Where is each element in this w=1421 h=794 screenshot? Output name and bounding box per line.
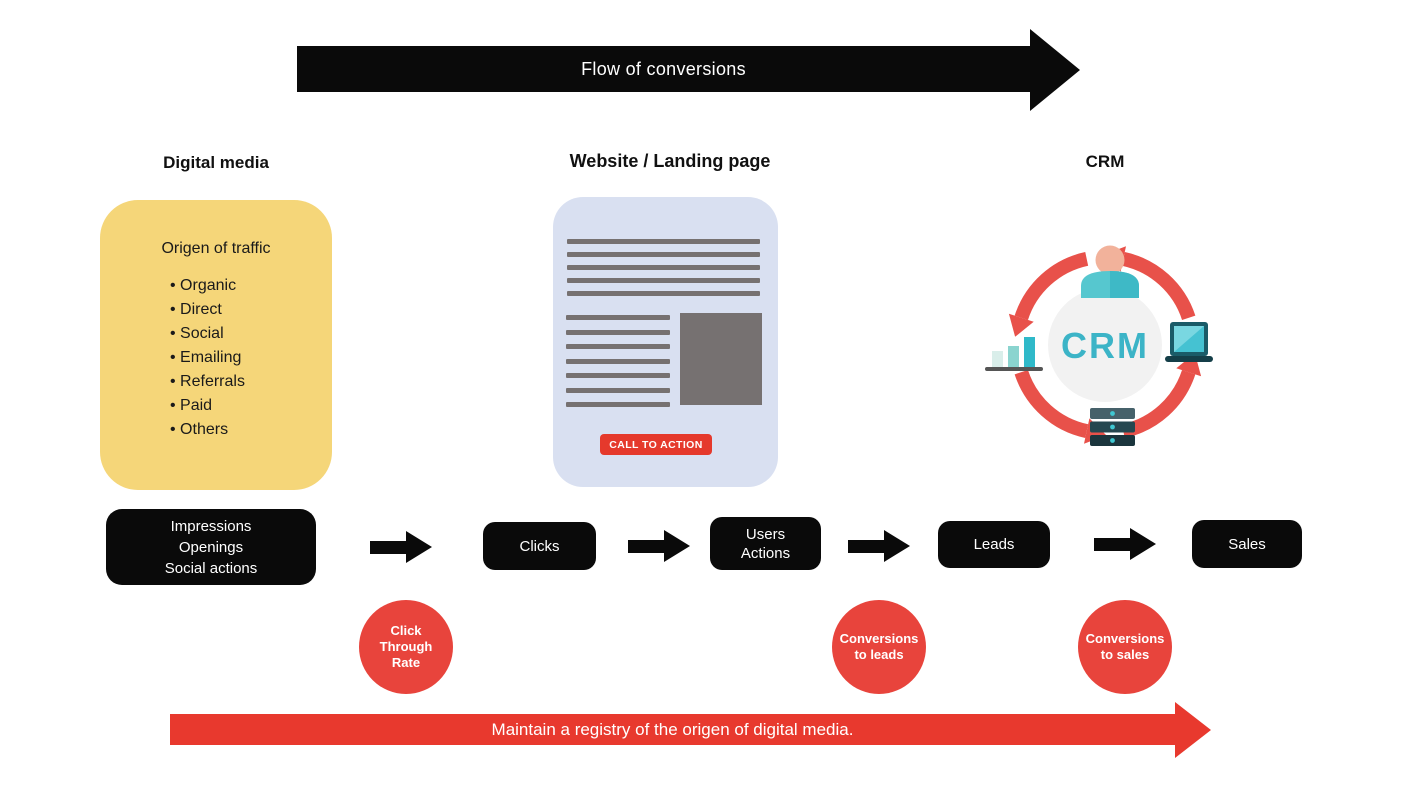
stage-users-actions-box [710, 517, 821, 570]
list-item: • Direct [170, 298, 332, 322]
origin-of-traffic-box [100, 200, 332, 490]
text-line-placeholder [566, 373, 670, 378]
flow-of-conversions-arrow [297, 46, 1030, 92]
stage-line: Leads [973, 536, 1015, 553]
stage-sales-box [1192, 520, 1302, 568]
right-arrow-icon [628, 530, 690, 563]
text-line-placeholder [566, 402, 670, 407]
stage-line: Sales [1228, 535, 1266, 553]
registry-arrow-head-icon [1175, 702, 1211, 758]
origin-traffic-list [100, 274, 332, 442]
stage-line: Clicks [519, 537, 560, 555]
conversions-to-sales-badge [1078, 600, 1172, 694]
metric-line: Click [390, 623, 422, 638]
stage-leads-box [938, 521, 1050, 568]
stage-line: Impressions [170, 517, 252, 535]
metric-line: to sales [1100, 647, 1150, 662]
text-line-placeholder [566, 315, 670, 320]
text-line-placeholder [567, 291, 760, 296]
metric-line: Through [379, 639, 433, 654]
bar-chart-icon [985, 337, 1043, 371]
text-line-placeholder [566, 388, 670, 393]
crm-center-label: CRM [1061, 325, 1149, 366]
image-placeholder [680, 313, 762, 405]
list-item: • Others [170, 418, 332, 442]
text-line-placeholder [567, 252, 760, 257]
flow-arrow-head-icon [1030, 29, 1080, 111]
cta-label: CALL TO ACTION [609, 438, 703, 451]
list-item: • Organic [170, 274, 332, 298]
text-line-placeholder [566, 330, 670, 335]
stage-clicks-box [483, 522, 596, 570]
website-landing-header: Website / Landing page [569, 151, 771, 171]
stage-line: Users [745, 525, 786, 543]
metric-line: Conversions [1085, 631, 1165, 646]
text-line-placeholder [566, 359, 670, 364]
crm-cycle-graphic [965, 225, 1245, 465]
text-line-placeholder [567, 278, 760, 283]
right-arrow-icon [848, 530, 910, 563]
stage-line: Openings [178, 538, 244, 556]
text-line-placeholder [567, 265, 760, 270]
laptop-icon [1165, 322, 1213, 362]
metric-line: to leads [854, 647, 904, 662]
click-through-rate-badge [359, 600, 453, 694]
text-line-placeholder [566, 344, 670, 349]
stage-line: Actions [740, 544, 791, 562]
text-line-placeholder [567, 239, 760, 244]
server-icon [1090, 408, 1135, 446]
metric-line: Conversions [839, 631, 919, 646]
crm-header: CRM [1085, 152, 1125, 171]
list-item: • Referrals [170, 370, 332, 394]
list-item: • Paid [170, 394, 332, 418]
list-item: • Social [170, 322, 332, 346]
metric-line: Rate [391, 655, 421, 670]
right-arrow-icon [1094, 528, 1156, 561]
stage-impressions-box [106, 509, 316, 585]
origin-box-title: Origen of traffic [161, 240, 271, 257]
crm-cycle-svg [965, 225, 1245, 465]
registry-arrow-label: Maintain a registry of the origen of digital media. [491, 719, 854, 739]
call-to-action-button[interactable] [600, 434, 712, 455]
person-icon [1081, 246, 1139, 299]
stage-line: Social actions [164, 559, 258, 577]
digital-media-header: Digital media [163, 153, 269, 172]
right-arrow-icon [370, 531, 432, 564]
flow-arrow-label: Flow of conversions [581, 58, 746, 79]
website-mockup [553, 197, 778, 487]
conversions-to-leads-badge [832, 600, 926, 694]
registry-arrow [170, 714, 1175, 745]
list-item: • Emailing [170, 346, 332, 370]
